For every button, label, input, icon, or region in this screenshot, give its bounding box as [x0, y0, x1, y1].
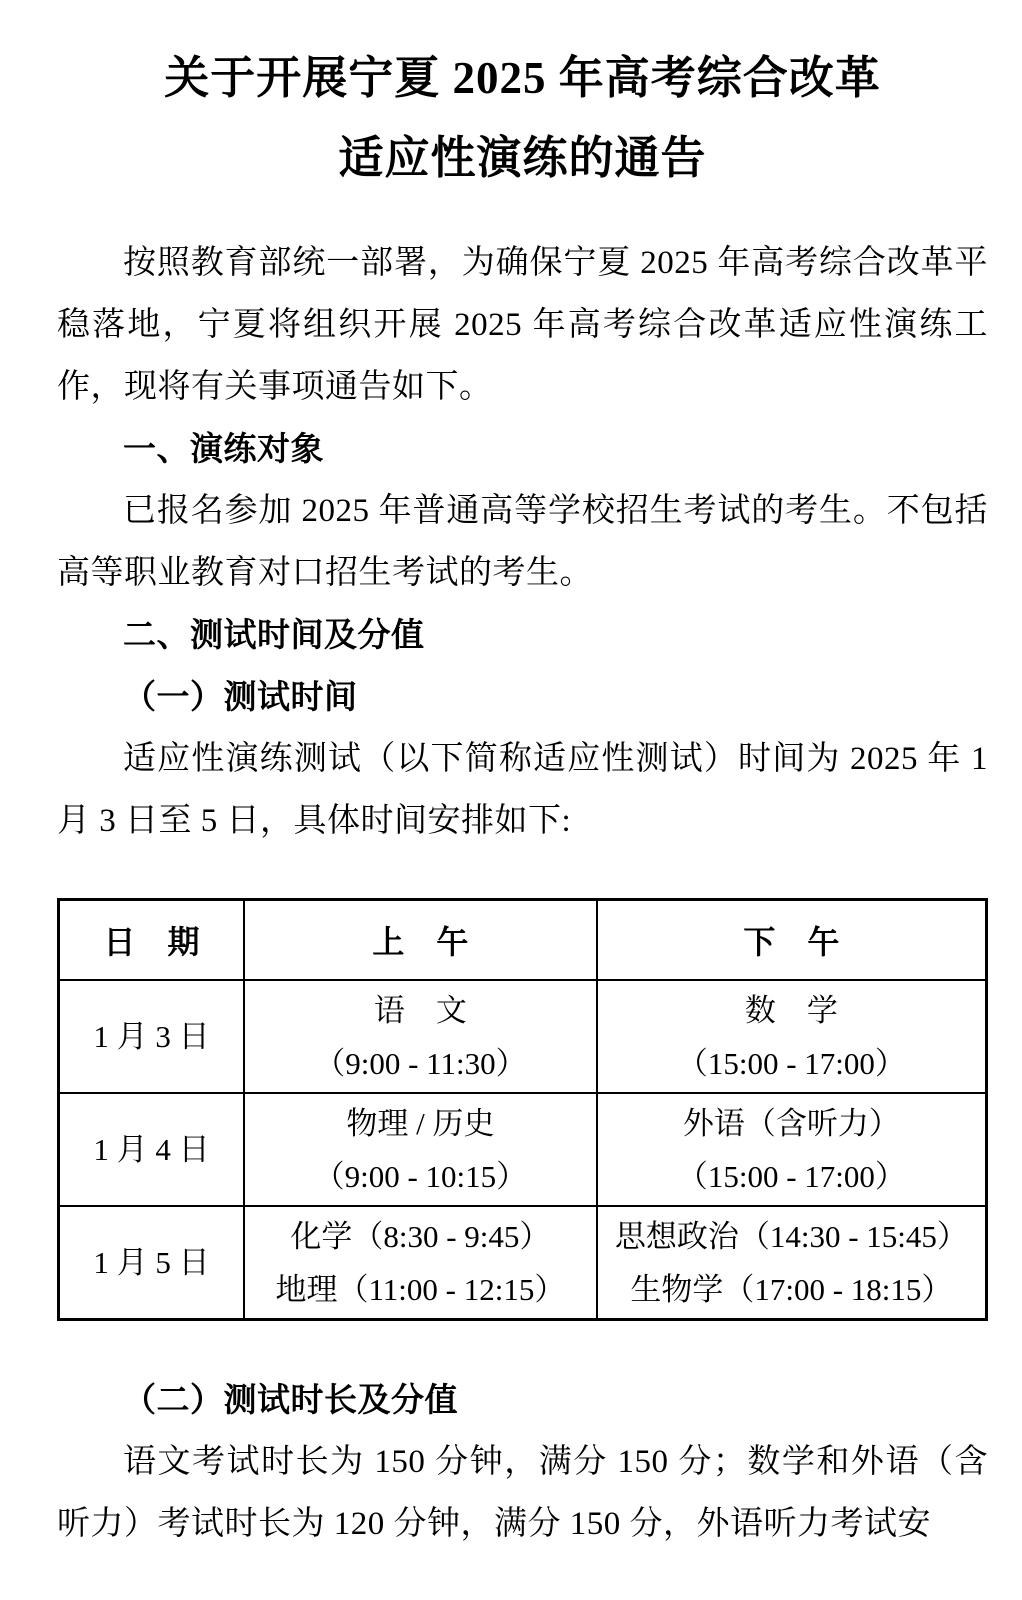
jan5-morning-cell: [244, 1206, 597, 1320]
exam-schedule-table: [57, 898, 988, 1321]
jan3-morning-time: （9:00 - 11:30）: [314, 1045, 527, 1081]
jan5-afternoon-line-1: 思想政治（14:30 - 15:45）: [614, 1218, 968, 1254]
document-title: [57, 38, 988, 198]
jan3-afternoon-subject: 数 学: [744, 992, 838, 1028]
jan3-date-cell: 1 月 3 日: [59, 980, 245, 1093]
jan3-afternoon-cell: [597, 980, 987, 1093]
section-2-2-body: 语文考试时长为 150 分钟，满分 150 分；数学和外语（含听力）考试时长为 120 分钟，满分 150 分，外语听力考试安: [57, 1444, 988, 1542]
jan4-morning-time: （9:00 - 10:15）: [313, 1158, 528, 1194]
jan4-afternoon-cell: [597, 1093, 987, 1206]
jan4-morning-cell: [244, 1093, 597, 1206]
table-row-jan4: [59, 1093, 987, 1206]
table-header-date: 日 期: [59, 900, 245, 981]
jan4-afternoon-subject: 外语（含听力）: [682, 1105, 900, 1141]
document-title-line-2: 适应性演练的通告: [338, 133, 707, 183]
jan5-morning-line-1: 化学（8:30 - 9:45）: [290, 1218, 551, 1254]
intro-paragraph: 按照教育部统一部署，为确保宁夏 2025 年高考综合改革平稳落地，宁夏将组织开展 2025 年高考综合改革适应性演练工作，现将有关事项通告如下。: [57, 245, 988, 405]
jan4-afternoon-time: （15:00 - 17:00）: [676, 1158, 906, 1194]
table-header-row: [59, 900, 987, 981]
section-1-body: 已报名参加 2025 年普通高等学校招生考试的考生。不包括高等职业教育对口招生考试的考生。: [57, 493, 988, 591]
jan5-afternoon-cell: [597, 1206, 987, 1320]
document-content: [57, 38, 988, 1555]
document-title-line-1: 关于开展宁夏 2025 年高考综合改革: [164, 53, 881, 103]
jan3-afternoon-time: （15:00 - 17:00）: [676, 1045, 906, 1081]
jan3-morning-subject: 语 文: [373, 992, 467, 1028]
table-row-jan5: [59, 1206, 987, 1320]
section-2-1-heading: （一）测试时间: [123, 678, 358, 715]
section-2-1-body: 适应性演练测试（以下简称适应性测试）时间为 2025 年 1 月 3 日至 5 日，具体时间安排如下:: [57, 741, 988, 839]
table-header-morning: 上 午: [244, 900, 597, 981]
section-1-heading: 一、演练对象: [123, 430, 324, 467]
jan4-morning-subject: 物理 / 历史: [346, 1105, 495, 1141]
jan5-morning-line-2: 地理（11:00 - 12:15）: [275, 1271, 566, 1307]
section-2-heading: 二、测试时间及分值: [123, 616, 425, 653]
jan5-afternoon-line-2: 生物学（17:00 - 18:15）: [630, 1271, 953, 1307]
table-row-jan3: [59, 980, 987, 1093]
jan4-date-cell: 1 月 4 日: [59, 1093, 245, 1206]
table-header-afternoon: 下 午: [597, 900, 987, 981]
section-2-2-heading: （二）测试时长及分值: [123, 1381, 458, 1418]
jan5-date-cell: 1 月 5 日: [59, 1206, 245, 1320]
jan3-morning-cell: [244, 980, 597, 1093]
